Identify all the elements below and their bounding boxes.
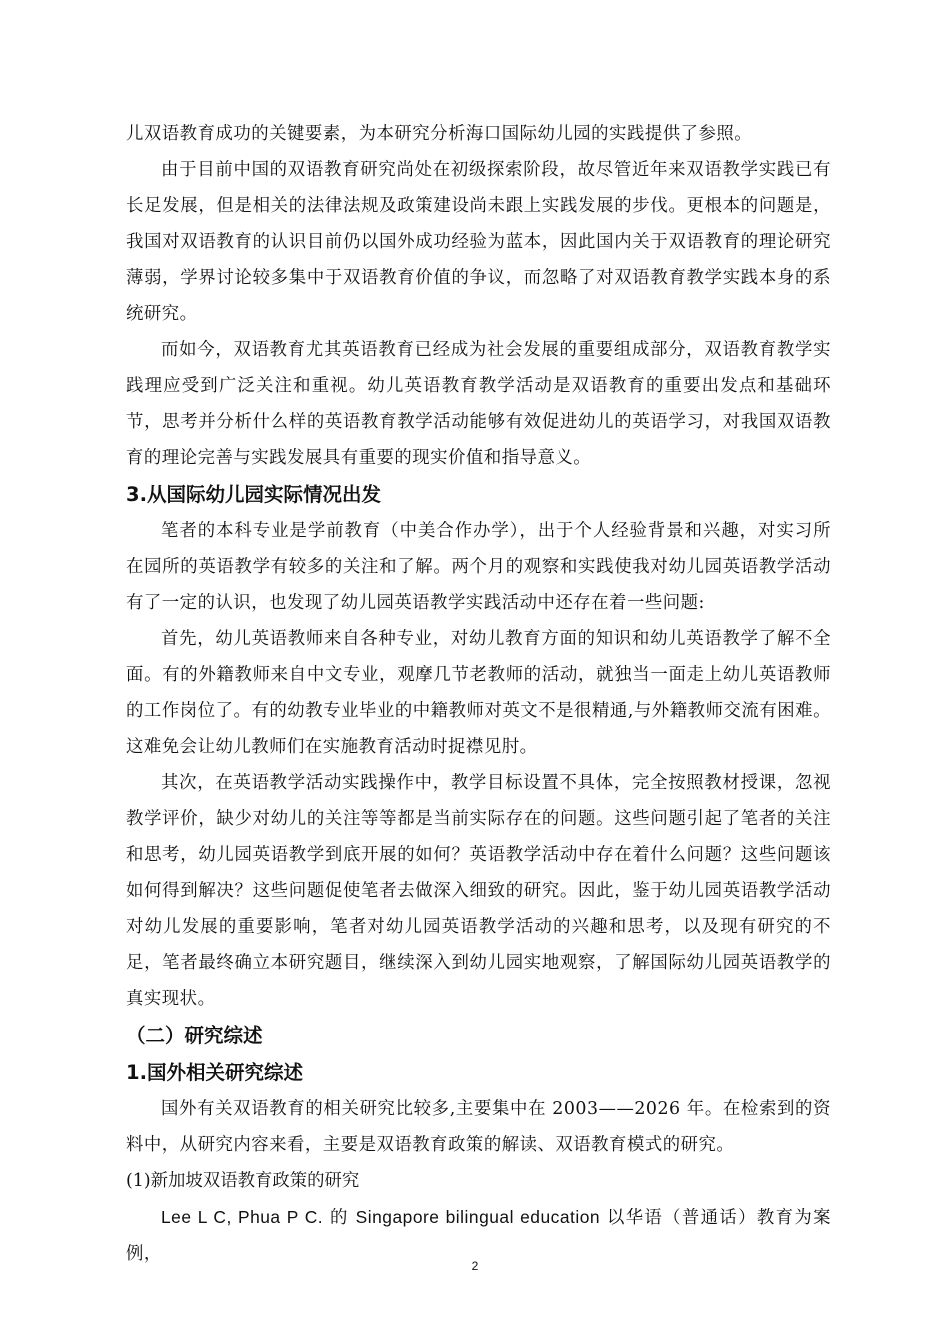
citation-connector: 的 (330, 1208, 349, 1228)
heading-research-review: （二）研究综述 (126, 1024, 263, 1047)
page-number: 2 (471, 1259, 479, 1273)
paragraph-continued: 儿双语教育成功的关键要素，为本研究分析海口国际幼儿园的实践提供了参照。 (126, 124, 753, 144)
paragraph-second-issue: 其次，在英语教学活动实践操作中，教学目标设置不具体，完全按照教材授课，忽视教学评价，缺少对幼儿的关注等等都是当前实际存在的问题。这些问题引起了笔者的关注和思考，幼儿园英语教学到底开展的如何？英语教学活动中存在着什么问题？这些问题该如何得到解决？这些问题促使笔者去做深入细致的研究。因此，鉴于幼儿园英语教学活动对幼儿发展的重要影响，笔者对幼儿园英语教学活动的兴趣和思考，以及现有研究的不足，笔者最终确立本研究题目，继续深入到幼儿园实地观察，了解国际幼儿园英语教学的真实现状。 (126, 773, 831, 1009)
page-body (126, 116, 831, 1272)
subheading-singapore-policy: (1)新加坡双语教育政策的研究 (126, 1171, 360, 1191)
citation-continuation: 以华语（普通话）教育为案例， (126, 1208, 832, 1264)
citation-authors: Lee L C, Phua P C. (161, 1207, 324, 1227)
paragraph-foreign-research: 国外有关双语教育的相关研究比较多,主要集中在 2003——2026 年。在检索到的资料中，从研究内容来看，主要是双语教育政策的解读、双语教育模式的研究。 (126, 1099, 831, 1155)
heading-international-kindergarten: 3.从国际幼儿园实际情况出发 (126, 483, 381, 506)
paragraph-english-education: 而如今，双语教育尤其英语教育已经成为社会发展的重要组成部分，双语教育教学实践理应受到广泛关注和重视。幼儿英语教育教学活动是双语教育的重要出发点和基础环节，思考并分析什么样的英语教育教学活动能够有效促进幼儿的英语学习，对我国双语教育的理论完善与实践发展具有重要的现实价值和指导意义。 (126, 340, 831, 468)
paragraph-first-issue: 首先，幼儿英语教师来自各种专业，对幼儿教育方面的知识和幼儿英语教学了解不全面。有的外籍教师来自中文专业，观摩几节老教师的活动，就独当一面走上幼儿英语教师的工作岗位了。有的幼教专业毕业的中籍教师对英文不是很精通,与外籍教师交流有困难。这难免会让幼儿教师们在实施教育活动时捉襟见肘。 (126, 629, 831, 757)
paragraph-author-background: 笔者的本科专业是学前教育（中美合作办学），出于个人经验背景和兴趣，对实习所在园所的英语教学有较多的关注和了解。两个月的观察和实践使我对幼儿园英语教学活动有了一定的认识，也发现了幼儿园英语教学实践活动中还存在着一些问题: (126, 521, 831, 613)
paragraph-research-stage: 由于目前中国的双语教育研究尚处在初级探索阶段，故尽管近年来双语教学实践已有长足发展，但是相关的法律法规及政策建设尚未跟上实践发展的步伐。更根本的问题是，我国对双语教育的认识目前仍以国外成功经验为蓝本，因此国内关于双语教育的理论研究薄弱，学界讨论较多集中于双语教育价值的争议，而忽略了对双语教育教学实践本身的系统研究。 (126, 160, 831, 324)
citation-title: Singapore bilingual education (355, 1207, 601, 1227)
heading-foreign-review: 1.国外相关研究综述 (126, 1061, 303, 1084)
